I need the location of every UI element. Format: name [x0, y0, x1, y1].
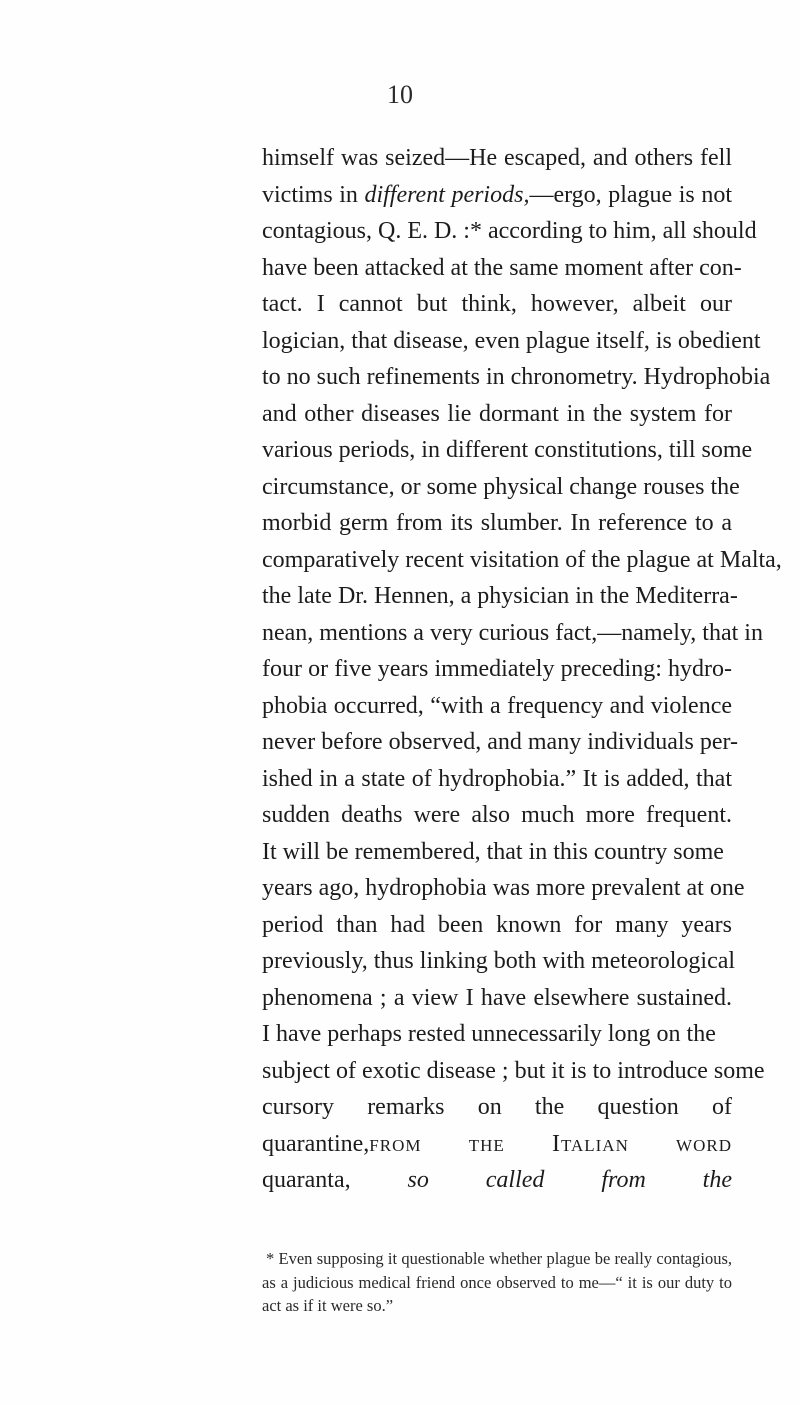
text-line: nean, mentions a very curious fact,—namely, that in [262, 619, 763, 646]
text-line: subject of exotic disease ; but it is to introduce some [262, 1057, 765, 1084]
page-number: 10 [387, 80, 413, 109]
text-line: comparatively recent visitation of the plague at Malta, [262, 546, 782, 573]
text-line: logician, that disease, even plague itself, is obedient [262, 327, 761, 354]
text-line: the late Dr. Hennen, a physician in the Mediterra- [262, 583, 738, 609]
footnote [262, 1247, 732, 1318]
text-line: morbid germ from its slumber. In reference to a [262, 510, 732, 536]
text-line: phobia occurred, “with a frequency and violence [262, 692, 732, 719]
text-line: ished in a state of hydrophobia.” It is added, that [262, 765, 732, 792]
text-line: cursory remarks on the question of [262, 1094, 732, 1120]
text-line: sudden deaths were also much more frequent. [262, 802, 732, 828]
text-line: previously, thus linking both with meteorological [262, 948, 736, 974]
text-line: quarantine,from the Italian word [262, 1130, 732, 1157]
text-line: I have perhaps rested unnecessarily long on the [262, 1021, 716, 1047]
text-line: years ago, hydrophobia was more prevalent at one [262, 875, 745, 901]
text-line: tact. I cannot but think, however, albeit our [262, 291, 732, 317]
emphasis: so called from the [350, 1167, 732, 1193]
footnote-marker: * [266, 1249, 275, 1268]
smallcaps-term: from the Italian word [369, 1130, 732, 1157]
text-line: have been attacked at the same moment after con- [262, 254, 742, 281]
emphasis: different periods, [364, 181, 530, 208]
text-line: quaranta, so called from the [262, 1167, 732, 1193]
footnote-line: * Even supposing it questionable whether plague be really contagious, [266, 1249, 732, 1268]
text-line: contagious, Q. E. D. :* according to him, all should [262, 218, 757, 244]
body-text [262, 140, 782, 1199]
footnote-line: act as if it were so.” [262, 1296, 394, 1315]
text-line: various periods, in different constitutions, till some [262, 437, 753, 463]
text-line: period than had been known for many years [262, 911, 732, 938]
text-line: to no such refinements in chronometry. Hydrophobia [262, 364, 771, 390]
footnote-line: as a judicious medical friend once observed to me—“ it is our duty to [262, 1272, 732, 1292]
text-line: It will be remembered, that in this country some [262, 838, 724, 865]
text-line: never before observed, and many individuals per- [262, 729, 739, 755]
text-line: and other diseases lie dormant in the system for [262, 400, 732, 427]
text-line: four or five years immediately preceding: hydro- [262, 656, 732, 682]
text-line: circumstance, or some physical change rouses the [262, 473, 740, 500]
text-line: phenomena ; a view I have elsewhere sustained. [262, 984, 732, 1011]
text-line: victims in different periods,—ergo, plague is not [262, 181, 732, 208]
text-line: himself was seized—He escaped, and others fell [262, 145, 732, 171]
